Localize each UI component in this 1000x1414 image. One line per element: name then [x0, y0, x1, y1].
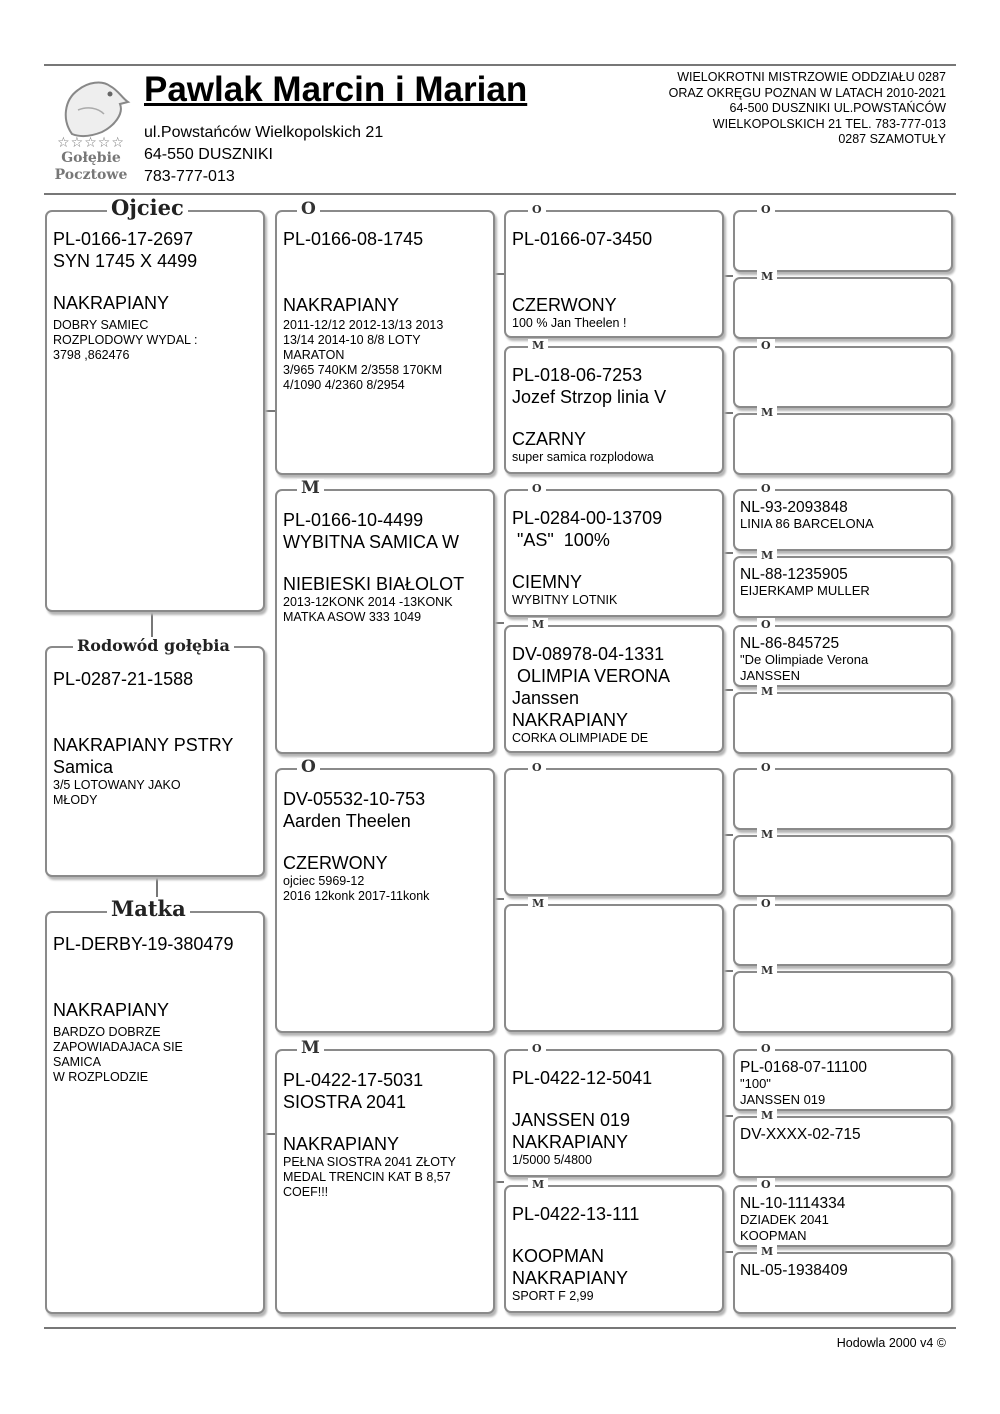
subject-ring: PL-0287-21-1588	[53, 669, 194, 689]
connector	[723, 834, 733, 836]
father-ring: PL-0166-17-2697	[53, 229, 194, 249]
header-info-line: 64-500 DUSZNIKI UL.POWSTAŃCÓW	[729, 101, 946, 115]
color: CZARNY	[512, 429, 587, 449]
mother-note: W ROZPLODZIE	[53, 1070, 149, 1084]
father-color: NAKRAPIANY	[53, 293, 170, 313]
mother-note: BARDZO DOBRZE	[53, 1025, 161, 1039]
ring: DV-05532-10-753	[283, 789, 426, 809]
gen3-fmm-card[interactable]	[504, 618, 724, 753]
gen4-card[interactable]	[733, 618, 953, 687]
note: 2013-12KONK 2014 -13KONK	[283, 595, 453, 609]
gen4-card[interactable]	[733, 964, 953, 1033]
note: 1/5000 5/4800	[512, 1153, 592, 1167]
ring: NL-93-2093848	[740, 499, 848, 516]
connector	[723, 689, 733, 691]
connector	[494, 622, 504, 624]
sire-marker: O	[757, 339, 775, 353]
gen4-card[interactable]	[733, 549, 953, 618]
note: SPORT F 2,99	[512, 1289, 594, 1303]
color: CZERWONY	[283, 853, 388, 873]
gen4-card[interactable]	[733, 1109, 953, 1178]
father-card[interactable]	[45, 195, 265, 612]
sire-marker: O	[757, 897, 775, 911]
grandsire-maternal-card[interactable]	[275, 757, 495, 1033]
sire-marker: O	[757, 482, 775, 496]
note: ojciec 5969-12	[283, 874, 365, 888]
note: MEDAL TRENCIN KAT B 8,57	[283, 1170, 451, 1184]
ring: PL-0166-07-3450	[512, 229, 653, 249]
mother-note: ZAPOWIADAJACA SIE	[53, 1040, 183, 1054]
ring: PL-0166-10-4499	[283, 510, 424, 530]
dam-marker: M	[528, 339, 548, 353]
connector	[494, 273, 504, 275]
color: NAKRAPIANY	[283, 1134, 400, 1154]
gen3-fmf-card[interactable]	[504, 482, 724, 617]
note: LINIA 86 BARCELONA	[740, 516, 874, 531]
gen4-card[interactable]	[733, 897, 953, 966]
note: MARATON	[283, 348, 345, 362]
note: "100"	[740, 1076, 771, 1091]
ring: PL-0422-12-5041	[512, 1068, 653, 1088]
mother-label: Matka	[107, 897, 190, 921]
dam-marker: M	[757, 270, 777, 284]
gen4-card[interactable]	[733, 685, 953, 754]
note: 2016 12konk 2017-11konk	[283, 889, 430, 903]
gen3-mfm-card[interactable]	[504, 897, 724, 1032]
breeder-name: Pawlak Marcin i Marian	[144, 70, 528, 109]
color: NAKRAPIANY	[512, 710, 629, 730]
gen4-card[interactable]	[733, 1042, 953, 1111]
color: NAKRAPIANY	[512, 1268, 629, 1288]
granddam-paternal-card[interactable]	[275, 478, 495, 754]
connector	[494, 898, 504, 900]
dam-marker: M	[757, 406, 777, 420]
note: JANSSEN	[740, 668, 800, 683]
subject-sex: Samica	[53, 757, 114, 777]
gen3-mff-card[interactable]	[504, 761, 724, 896]
sire-marker: O	[297, 758, 320, 776]
ring: DV-08978-04-1331	[512, 644, 665, 664]
color: NAKRAPIANY	[512, 1132, 629, 1152]
note: 13/14 2014-10 8/8 LOTY	[283, 333, 421, 347]
footer-text: Hodowla 2000 v4 ©	[836, 1336, 946, 1350]
connector	[723, 412, 733, 414]
subject-card[interactable]	[45, 636, 265, 877]
subject-note: MŁODY	[53, 793, 98, 807]
connector	[723, 552, 733, 554]
ring: PL-0422-17-5031	[283, 1070, 424, 1090]
sire-marker: O	[757, 203, 775, 217]
gen4-card[interactable]	[733, 1245, 953, 1314]
name: SIOSTRA 2041	[283, 1092, 407, 1112]
gen4-card[interactable]	[733, 203, 953, 272]
note: MATKA ASOW 333 1049	[283, 610, 422, 624]
ring: PL-018-06-7253	[512, 365, 643, 385]
grandsire-paternal-card[interactable]	[275, 199, 495, 475]
note: COEF!!!	[283, 1185, 329, 1199]
father-name: SYN 1745 X 4499	[53, 251, 198, 271]
color: NAKRAPIANY	[283, 295, 400, 315]
gen4-card[interactable]	[733, 270, 953, 339]
name: OLIMPIA VERONA	[512, 666, 671, 686]
address-city: 64-550 DUSZNIKI	[144, 146, 273, 163]
sire-marker: O	[528, 1042, 546, 1056]
dam-marker: M	[528, 618, 548, 632]
mother-note: SAMICA	[53, 1055, 101, 1069]
dam-marker: M	[757, 1109, 777, 1123]
gen3-mmm-card[interactable]	[504, 1178, 724, 1313]
connector	[723, 1251, 733, 1253]
dam-marker: M	[297, 1039, 324, 1057]
color: NIEBIESKI BIAŁOLOT	[283, 574, 465, 594]
top-rule	[44, 64, 956, 66]
name: JANSSEN 019	[512, 1110, 631, 1130]
mother-color: NAKRAPIANY	[53, 1000, 170, 1020]
note: WYBITNY LOTNIK	[512, 593, 618, 607]
footer-rule	[44, 1327, 956, 1329]
subject-note: 3/5 LOTOWANY JAKO	[53, 778, 181, 792]
note: CORKA OLIMPIADE DE	[512, 731, 649, 745]
subject-color: NAKRAPIANY PSTRY	[53, 735, 234, 755]
mother-ring: PL-DERBY-19-380479	[53, 934, 234, 954]
dam-marker: M	[757, 1245, 777, 1259]
gen4-card[interactable]	[733, 828, 953, 897]
ring: NL-10-1114334	[740, 1195, 846, 1212]
header-info-line: ORAZ OKRĘGU POZNAN W LATACH 2010-2021	[668, 85, 946, 100]
header-info	[546, 70, 946, 148]
sire-marker: O	[757, 1042, 775, 1056]
address-phone: 783-777-013	[144, 168, 235, 185]
header-info-line: 0287 SZAMOTUŁY	[838, 132, 946, 146]
address-street: ul.Powstańców Wielkopolskich 21	[144, 124, 384, 141]
dam-marker: M	[757, 964, 777, 978]
gen4-card[interactable]	[733, 761, 953, 830]
ring: PL-0284-00-13709	[512, 508, 663, 528]
sire-marker: O	[757, 761, 775, 775]
note: 3/965 740KM 2/3558 170KM	[283, 363, 443, 377]
mother-card[interactable]	[45, 896, 265, 1314]
name: Aarden Theelen	[283, 811, 411, 831]
gen3-fff-card[interactable]	[504, 203, 724, 338]
name: Janssen	[512, 688, 580, 708]
logo-text-top: Gołębie	[61, 150, 121, 166]
ring: PL-0422-13-111	[512, 1204, 640, 1224]
ring: NL-88-1235905	[740, 566, 848, 583]
dam-marker: M	[757, 828, 777, 842]
gen4-card[interactable]	[733, 482, 953, 551]
dam-marker: M	[757, 549, 777, 563]
note: KOOPMAN	[740, 1228, 807, 1243]
dam-marker: M	[528, 1178, 548, 1192]
note: EIJERKAMP MULLER	[740, 583, 870, 598]
sire-marker: O	[757, 618, 775, 632]
color: CZERWONY	[512, 295, 617, 315]
logo-text-bottom: Pocztowe	[54, 167, 128, 183]
ring: NL-86-845725	[740, 635, 840, 652]
sire-marker: O	[528, 761, 546, 775]
connector	[723, 970, 733, 972]
sire-marker: O	[757, 1178, 775, 1192]
note: DZIADEK 2041	[740, 1212, 829, 1227]
note: "De Olimpiade Verona	[740, 652, 869, 667]
dam-marker: M	[757, 685, 777, 699]
dam-marker: M	[297, 479, 324, 497]
gen4-card[interactable]	[733, 1178, 953, 1247]
name: Jozef Strzop linia V	[512, 387, 667, 407]
stars-icon: ☆☆☆☆☆	[57, 134, 125, 150]
connector	[723, 1115, 733, 1117]
father-label: Ojciec	[107, 196, 188, 220]
note: PEŁNA SIOSTRA 2041 ZŁOTY	[283, 1155, 456, 1169]
name: WYBITNA SAMICA W	[283, 532, 460, 552]
gen4-card[interactable]	[733, 406, 953, 475]
connector	[723, 275, 733, 277]
connector	[494, 1181, 504, 1183]
ring: PL-0166-08-1745	[283, 229, 424, 249]
name: KOOPMAN	[512, 1246, 605, 1266]
note: 4/1090 4/2360 8/2954	[283, 378, 405, 392]
ring: NL-05-1938409	[740, 1262, 848, 1279]
sire-marker: O	[297, 200, 320, 218]
father-note: DOBRY SAMIEC	[53, 318, 149, 332]
header-info-line: WIELOKROTNI MISTRZOWIE ODDZIAŁU 0287	[677, 70, 946, 84]
pedigree-label: Rodowód gołębia	[73, 637, 234, 655]
note: JANSSEN 019	[740, 1092, 826, 1107]
ring: PL-0168-07-11100	[740, 1059, 867, 1076]
sire-marker: O	[528, 203, 546, 217]
father-note: 3798 ,862476	[53, 348, 130, 362]
color: CIEMNY	[512, 572, 583, 592]
note: super samica rozplodowa	[512, 450, 654, 464]
dam-marker: M	[528, 897, 548, 911]
gen4-card[interactable]	[733, 339, 953, 408]
ring: DV-XXXX-02-715	[740, 1126, 861, 1143]
note: 2011-12/12 2012-13/13 2013	[283, 318, 444, 332]
note: 100 % Jan Theelen !	[512, 316, 627, 330]
gen3-mmf-card[interactable]	[504, 1042, 724, 1177]
sire-marker: O	[528, 482, 546, 496]
name: "AS" 100%	[512, 530, 610, 550]
header-info-line: WIELKOPOLSKICH 21 TEL. 783-777-013	[712, 116, 946, 131]
granddam-maternal-card[interactable]	[275, 1038, 495, 1314]
gen3-ffm-card[interactable]	[504, 339, 724, 474]
logo	[44, 70, 138, 188]
father-note: ROZPLODOWY WYDAL :	[53, 333, 198, 347]
